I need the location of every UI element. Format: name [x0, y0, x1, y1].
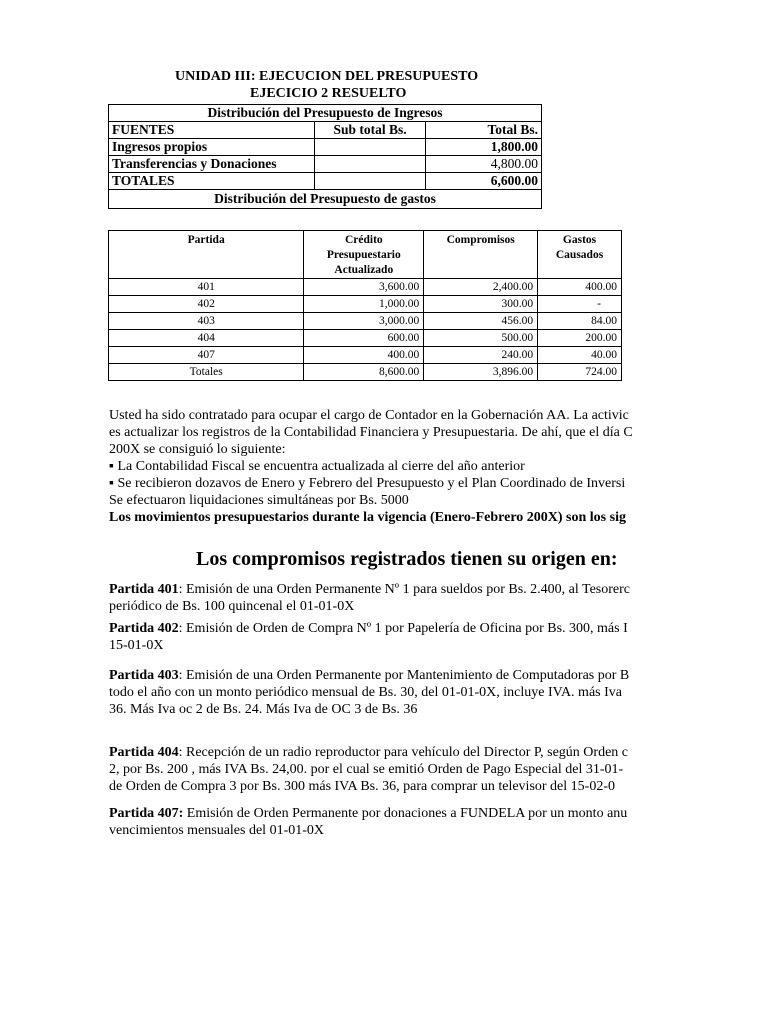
causados-cell: 724.00	[538, 364, 622, 381]
partida-cell: 403	[109, 313, 304, 330]
partida-text: vencimientos mensuales del 01-01-0X	[109, 823, 325, 838]
partida-label: Partida 403	[109, 668, 179, 683]
gastos-table	[108, 230, 622, 381]
compromisos-cell: 500.00	[424, 330, 538, 347]
page-subtitle: EJECICIO 2 RESUELTO	[250, 86, 407, 101]
partida-cell: 407	[109, 347, 304, 364]
credito-cell: 8,600.00	[304, 364, 424, 381]
intro-bold-line: Los movimientos presupuestarios durante la vigencia (Enero-Febrero 200X) son los sig	[109, 510, 626, 525]
partida-text: : Emisión de Orden de Compra Nº 1 por Papelería de Oficina por Bs. 300, más I	[178, 621, 628, 636]
gastos-caption: Distribución del Presupuesto de gastos	[109, 190, 542, 209]
ingresos-caption-row	[109, 105, 542, 122]
fuente-cell: Transferencias y Donaciones	[109, 156, 315, 173]
partida-text: : Recepción de un radio reproductor para vehículo del Director P, según Orden c	[178, 745, 629, 760]
col-subtotal: Sub total Bs.	[314, 122, 426, 139]
total-cell: 4,800.00	[426, 156, 542, 173]
ingresos-caption: Distribución del Presupuesto de Ingresos	[109, 105, 542, 122]
compromisos-cell: 2,400.00	[424, 279, 538, 296]
table-row	[109, 173, 542, 190]
partida-401	[109, 581, 768, 615]
fuente-cell: Ingresos propios	[109, 139, 315, 156]
col-credito: Crédito Presupuestario Actualizado	[304, 231, 424, 279]
partida-403	[109, 667, 768, 718]
table-row	[109, 279, 622, 296]
gastos-header-row	[109, 231, 622, 279]
compromisos-cell: 3,896.00	[424, 364, 538, 381]
causados-cell: 40.00	[538, 347, 622, 364]
credito-cell: 1,000.00	[304, 296, 424, 313]
intro-line: Usted ha sido contratado para ocupar el cargo de Contador en la Gobernación AA. La activic	[109, 408, 629, 423]
table-row	[109, 296, 622, 313]
col-partida: Partida	[109, 231, 304, 279]
causados-cell: -	[538, 296, 622, 313]
ingresos-table	[108, 104, 542, 209]
partida-cell: Totales	[109, 364, 304, 381]
ingresos-header-row	[109, 122, 542, 139]
compromisos-cell: 240.00	[424, 347, 538, 364]
partida-407	[109, 805, 768, 839]
partida-404	[109, 744, 768, 795]
partida-text: 2, por Bs. 200 , más IVA Bs. 24,00. por el cual se emitió Orden de Pago Especial del 31-01-	[109, 762, 624, 777]
partida-text: Emisión de Orden Permanente por donaciones a FUNDELA por un monto anu	[183, 806, 628, 821]
partida-cell: 404	[109, 330, 304, 347]
table-row	[109, 156, 542, 173]
credito-cell: 600.00	[304, 330, 424, 347]
partida-text: : Emisión de una Orden Permanente por Mantenimiento de Computadoras por B	[178, 668, 630, 683]
intro-line: Se efectuaron liquidaciones simultáneas por Bs. 5000	[109, 493, 409, 508]
gastos-caption-row	[109, 190, 542, 209]
partida-cell: 402	[109, 296, 304, 313]
causados-cell: 84.00	[538, 313, 622, 330]
table-row	[109, 347, 622, 364]
partida-402	[109, 620, 768, 654]
table-row	[109, 139, 542, 156]
partida-label: Partida 402	[109, 621, 179, 636]
total-cell: 6,600.00	[426, 173, 542, 190]
table-row	[109, 330, 622, 347]
subtotal-cell	[314, 139, 426, 156]
intro-line: 200X se consiguió lo siguiente:	[109, 442, 286, 457]
table-row	[109, 313, 622, 330]
col-total: Total Bs.	[426, 122, 542, 139]
causados-cell: 400.00	[538, 279, 622, 296]
credito-cell: 3,600.00	[304, 279, 424, 296]
partida-text: periódico de Bs. 100 quincenal el 01-01-0X	[109, 599, 355, 614]
partida-text: de Orden de Compra 3 por Bs. 300 más IVA Bs. 36, para comprar un televisor del 15-02-0	[109, 779, 615, 794]
total-cell: 1,800.00	[426, 139, 542, 156]
partida-text: 36. Más Iva oc 2 de Bs. 24. Más Iva de OC 3 de Bs. 36	[109, 702, 418, 717]
credito-cell: 3,000.00	[304, 313, 424, 330]
causados-cell: 200.00	[538, 330, 622, 347]
col-fuentes: FUENTES	[109, 122, 315, 139]
partida-label: Partida 404	[109, 745, 179, 760]
subtotal-cell	[314, 173, 426, 190]
partida-text: : Emisión de una Orden Permanente Nº 1 para sueldos por Bs. 2.400, al Tesorerc	[178, 582, 630, 597]
subtotal-cell	[314, 156, 426, 173]
partida-label: Partida 407:	[109, 806, 184, 821]
col-compromisos: Compromisos	[424, 231, 538, 279]
partida-cell: 401	[109, 279, 304, 296]
intro-line: ▪ La Contabilidad Fiscal se encuentra actualizada al cierre del año anterior	[109, 459, 525, 474]
fuente-cell: TOTALES	[109, 173, 315, 190]
compromisos-cell: 300.00	[424, 296, 538, 313]
intro-paragraph	[109, 407, 768, 526]
section-heading: Los compromisos registrados tienen su origen en:	[196, 548, 618, 570]
partida-text: todo el año con un monto periódico mensual de Bs. 30, del 01-01-0X, incluye IVA. más Iva	[109, 685, 622, 700]
intro-line: es actualizar los registros de la Contabilidad Financiera y Presupuestaria. De ahí, que el día C	[109, 425, 633, 440]
credito-cell: 400.00	[304, 347, 424, 364]
compromisos-cell: 456.00	[424, 313, 538, 330]
partida-label: Partida 401	[109, 582, 179, 597]
intro-line: ▪ Se recibieron dozavos de Enero y Febrero del Presupuesto y el Plan Coordinado de Inversi	[109, 476, 626, 491]
totals-row	[109, 364, 622, 381]
col-gastos-causados: Gastos Causados	[538, 231, 622, 279]
partida-text: 15-01-0X	[109, 638, 164, 653]
page-title: UNIDAD III: EJECUCION DEL PRESUPUESTO	[175, 69, 479, 84]
